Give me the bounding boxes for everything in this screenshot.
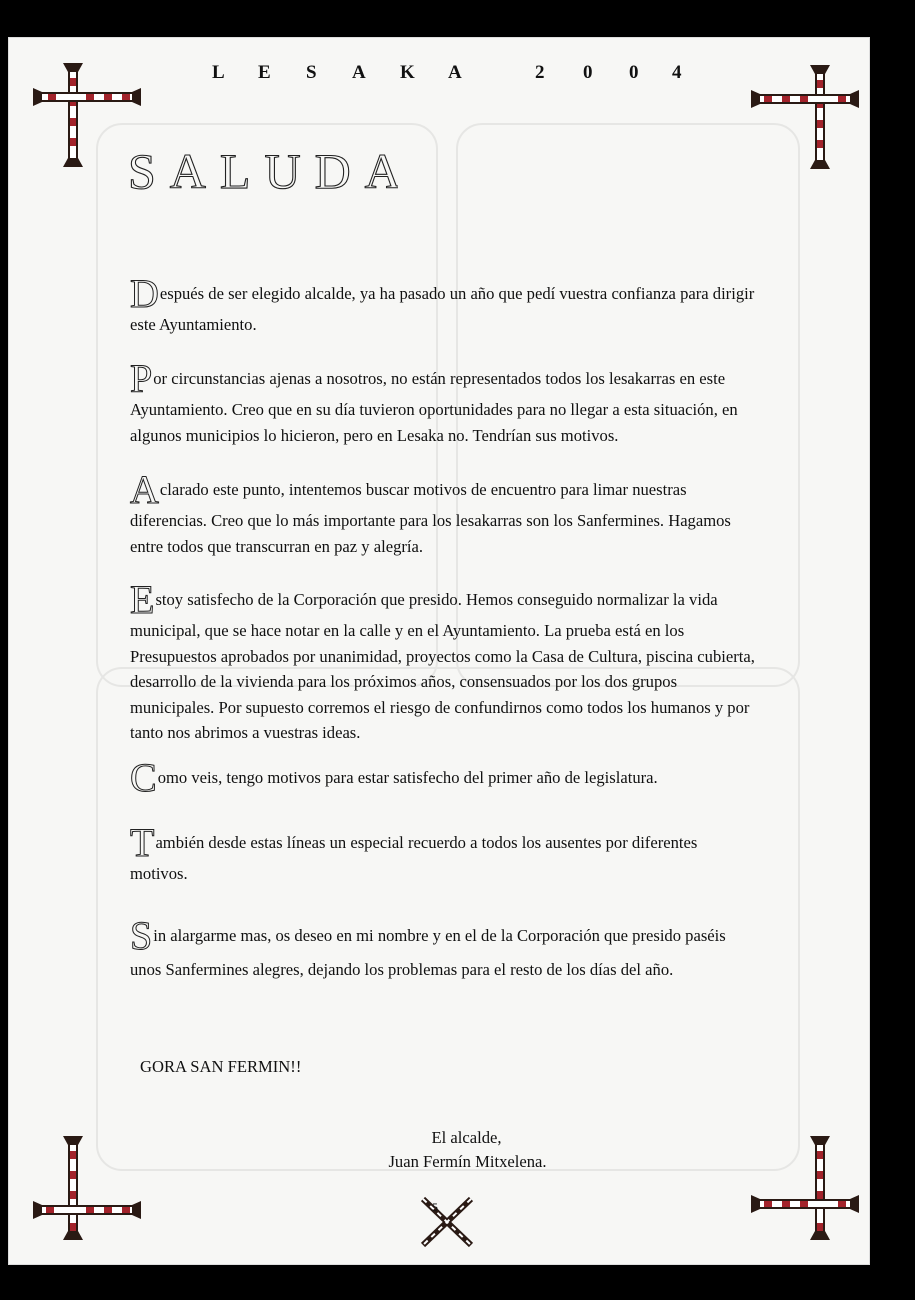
paragraph-text: in alargarme mas, os deseo en mi nombre y en el de la Corporación que presido paséis unos Sanfermines alegres, dejando los problemas para el resto de los días del año. bbox=[130, 926, 726, 979]
page-title-text: SALUDA bbox=[128, 146, 398, 194]
drop-cap: T bbox=[130, 820, 155, 865]
header-letter: A bbox=[352, 62, 366, 83]
header-letter: L bbox=[212, 62, 225, 83]
drop-cap: P bbox=[130, 356, 153, 401]
paragraph-2 bbox=[130, 356, 758, 448]
drop-cap: A bbox=[130, 467, 159, 512]
paragraph-3 bbox=[130, 467, 758, 559]
cross-top-right-icon bbox=[748, 62, 863, 177]
page-title bbox=[128, 146, 398, 194]
signature-role: El alcalde, bbox=[431, 1128, 502, 1147]
drop-cap: S bbox=[130, 913, 153, 958]
paragraph-5 bbox=[130, 755, 758, 800]
header-letter: E bbox=[258, 62, 271, 83]
paragraph-text: stoy satisfecho de la Corporación que presido. Hemos conseguido normalizar la vida municipal, que se hace notar en la calle y en el Ayuntamiento. La prueba está en los Presupuestos aprobados por unanimidad, proyectos como la Casa de Cultura, piscina cubierta, desarrollo de la vivienda para los próximos años, consensuados por los dos grupos municipales. Por supuesto corremos el riesgo de confundirnos como todos los humanos y por tanto nos abrimos a vuestras ideas. bbox=[130, 590, 755, 742]
paragraph-7 bbox=[130, 913, 758, 986]
paragraph-text: or circunstancias ajenas a nosotros, no están representados todos los lesakarras en este Ayuntamiento. Creo que en su día tuvieron oportunidades para no llegar a esta situación, en algunos municipios lo hicieron, pero en Lesaka no. Tendrían sus motivos. bbox=[130, 369, 738, 445]
signature-name: Juan Fermín Mitxelena. bbox=[388, 1152, 547, 1171]
paragraph-6 bbox=[130, 820, 758, 887]
header-letter: 4 bbox=[672, 62, 682, 83]
paragraph-4 bbox=[130, 577, 758, 746]
header-letter: A bbox=[448, 62, 462, 83]
paragraph-text: ambién desde estas líneas un especial recuerdo a todos los ausentes por diferentes motivos. bbox=[130, 833, 698, 883]
crossed-emblem-icon bbox=[415, 1193, 480, 1251]
header-letter: 0 bbox=[583, 62, 593, 83]
header-letter: 2 bbox=[535, 62, 545, 83]
drop-cap: C bbox=[130, 755, 157, 800]
paragraph-text: espués de ser elegido alcalde, ya ha pasado un año que pedí vuestra confianza para dirigir este Ayuntamiento. bbox=[130, 284, 755, 334]
closing-cheer: GORA SAN FERMIN!! bbox=[140, 1057, 302, 1076]
paragraph-1 bbox=[130, 271, 758, 338]
header-letter: 0 bbox=[629, 62, 639, 83]
header-letter: S bbox=[306, 62, 317, 83]
drop-cap: D bbox=[130, 271, 159, 316]
page-number: 5 bbox=[432, 1200, 438, 1214]
header-letter: K bbox=[400, 62, 415, 83]
signature-block bbox=[0, 1126, 915, 1174]
drop-cap: E bbox=[130, 577, 155, 622]
paragraph-text: omo veis, tengo motivos para estar satisfecho del primer año de legislatura. bbox=[157, 768, 658, 787]
paragraph-text: clarado este punto, intentemos buscar motivos de encuentro para limar nuestras diferencias. Creo que lo más importante para los lesakarras son los Sanfermines. Hagamos entre todos que transcurran en paz y alegría. bbox=[130, 480, 731, 556]
